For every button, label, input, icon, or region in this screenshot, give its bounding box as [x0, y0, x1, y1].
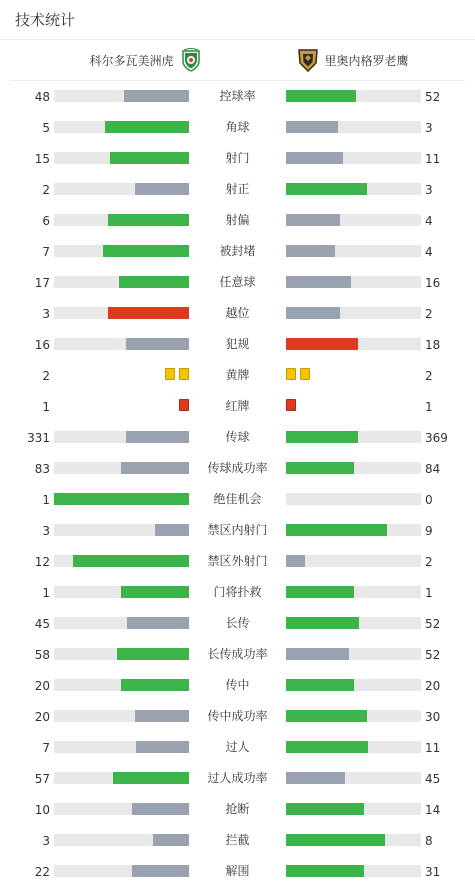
stat-row: [0, 484, 475, 515]
stat-row: [0, 546, 475, 577]
home-stat-bar-fill: [105, 121, 189, 133]
stat-row: [0, 794, 475, 825]
away-stat-value: 2: [425, 555, 433, 569]
home-stat-bar-fill: [108, 214, 189, 226]
home-stat-bar: [54, 462, 189, 474]
away-stat-bar: [286, 121, 421, 133]
away-stat-bar-fill: [286, 617, 359, 629]
home-stat-bar: [54, 493, 189, 505]
stat-row: [0, 453, 475, 484]
stat-row: [0, 701, 475, 732]
stat-label: 传中成功率: [207, 709, 268, 723]
away-stat-bar: [286, 710, 421, 722]
stat-label: 越位: [225, 306, 250, 320]
away-stat-bar-fill: [286, 121, 338, 133]
home-stat-bar: [54, 803, 189, 815]
away-stat-bar-fill: [286, 276, 351, 288]
home-stat-bar-fill: [124, 90, 189, 102]
home-cards: [179, 399, 189, 411]
home-stat-bar: [54, 431, 189, 443]
stat-label: 传中: [225, 678, 250, 692]
stat-label: 射正: [225, 182, 250, 196]
stat-row: [0, 267, 475, 298]
away-stat-value: 3: [425, 121, 433, 135]
home-stat-value: 7: [42, 245, 50, 259]
home-stat-value: 58: [34, 648, 50, 662]
away-stat-bar-fill: [286, 648, 349, 660]
away-stat-bar: [286, 307, 421, 319]
stat-row: [0, 577, 475, 608]
away-stat-value: 52: [425, 90, 441, 104]
stat-row: [0, 763, 475, 794]
away-stat-bar-fill: [286, 555, 305, 567]
home-stat-bar: [54, 276, 189, 288]
home-stat-bar: [54, 524, 189, 536]
stat-label: 控球率: [219, 89, 256, 103]
stat-row: [0, 732, 475, 763]
home-stat-bar: [54, 555, 189, 567]
away-team[interactable]: [296, 40, 409, 80]
away-cards: [286, 399, 296, 411]
yellow-card-icon: [300, 368, 310, 380]
home-stat-bar: [54, 90, 189, 102]
home-stat-value: 17: [34, 276, 50, 290]
away-stat-bar-fill: [286, 772, 345, 784]
away-stat-bar-fill: [286, 741, 368, 753]
stat-row: [0, 143, 475, 174]
home-stat-value: 57: [34, 772, 50, 786]
stat-row: [0, 360, 475, 391]
away-stat-bar: [286, 741, 421, 753]
away-stat-value: 369: [425, 431, 448, 445]
stat-label: 犯规: [225, 337, 250, 351]
away-stat-bar-fill: [286, 152, 343, 164]
home-stat-value: 48: [34, 90, 50, 104]
home-stat-bar: [54, 648, 189, 660]
home-stat-bar: [54, 586, 189, 598]
away-stat-bar-fill: [286, 90, 356, 102]
home-stat-bar: [54, 834, 189, 846]
home-stat-bar-fill: [121, 679, 189, 691]
home-stat-bar-fill: [126, 338, 189, 350]
away-stat-bar-fill: [286, 214, 340, 226]
stat-label: 黄牌: [225, 368, 250, 382]
stat-row: [0, 608, 475, 639]
stat-label: 绝佳机会: [213, 492, 262, 506]
away-stat-value: 52: [425, 648, 441, 662]
away-stat-value: 0: [425, 493, 433, 507]
away-team-name: 里奥内格罗老鹰: [324, 53, 409, 68]
away-stat-value: 1: [425, 400, 433, 414]
home-stat-value: 20: [34, 679, 50, 693]
home-stat-value: 10: [34, 803, 50, 817]
away-stat-bar: [286, 772, 421, 784]
away-stat-value: 14: [425, 803, 441, 817]
teams-row: [10, 40, 465, 81]
home-team-name: 科尔多瓦美洲虎: [89, 53, 174, 68]
stat-row: [0, 515, 475, 546]
home-stat-bar-fill: [135, 710, 189, 722]
stat-label: 任意球: [219, 275, 256, 289]
home-stat-bar-fill: [121, 462, 189, 474]
stat-label: 红牌: [225, 399, 250, 413]
home-stat-bar-fill: [73, 555, 189, 567]
away-stat-bar: [286, 555, 421, 567]
stat-row: [0, 639, 475, 670]
home-stat-bar: [54, 183, 189, 195]
stat-row: [0, 205, 475, 236]
home-stat-bar: [54, 772, 189, 784]
stat-row: [0, 856, 475, 887]
away-stat-bar: [286, 183, 421, 195]
home-stat-value: 331: [27, 431, 50, 445]
away-stat-bar: [286, 431, 421, 443]
home-stat-bar-fill: [54, 493, 189, 505]
home-stat-value: 3: [42, 834, 50, 848]
stat-label: 传球成功率: [207, 461, 268, 475]
away-stat-bar: [286, 245, 421, 257]
home-stat-bar-fill: [135, 183, 189, 195]
home-stat-value: 12: [34, 555, 50, 569]
home-stat-bar: [54, 679, 189, 691]
stat-label: 解围: [225, 864, 250, 878]
away-stat-value: 20: [425, 679, 441, 693]
home-stat-bar-fill: [113, 772, 189, 784]
away-stat-value: 2: [425, 369, 433, 383]
away-stat-bar-fill: [286, 338, 358, 350]
away-stat-value: 52: [425, 617, 441, 631]
stat-label: 门将扑救: [213, 585, 262, 599]
away-stat-value: 31: [425, 865, 441, 879]
away-stat-bar: [286, 493, 421, 505]
home-stat-bar-fill: [110, 152, 189, 164]
away-stat-bar-fill: [286, 307, 340, 319]
home-stat-bar-fill: [132, 803, 189, 815]
yellow-card-icon: [165, 368, 175, 380]
home-stat-value: 6: [42, 214, 50, 228]
away-stat-value: 1: [425, 586, 433, 600]
stat-row: [0, 112, 475, 143]
home-stat-value: 15: [34, 152, 50, 166]
away-stat-bar-fill: [286, 245, 335, 257]
home-stat-bar: [54, 617, 189, 629]
home-stat-value: 20: [34, 710, 50, 724]
away-stat-bar-fill: [286, 524, 387, 536]
away-stat-value: 3: [425, 183, 433, 197]
stat-label: 抢断: [225, 802, 250, 816]
away-stat-value: 11: [425, 152, 441, 166]
away-stat-bar: [286, 462, 421, 474]
away-stat-bar: [286, 803, 421, 815]
stat-row: [0, 422, 475, 453]
home-stat-value: 2: [42, 183, 50, 197]
away-stat-bar: [286, 617, 421, 629]
away-stat-bar: [286, 648, 421, 660]
home-stat-bar-fill: [155, 524, 189, 536]
away-stat-bar: [286, 865, 421, 877]
home-stat-value: 2: [42, 369, 50, 383]
home-stat-value: 22: [34, 865, 50, 879]
away-cards: [286, 368, 310, 380]
away-stat-bar: [286, 90, 421, 102]
home-stat-bar-fill: [121, 586, 189, 598]
header: [0, 0, 475, 40]
home-stat-value: 16: [34, 338, 50, 352]
stat-label: 禁区外射门: [207, 554, 268, 568]
away-stat-value: 9: [425, 524, 433, 538]
away-stat-bar: [286, 276, 421, 288]
away-stat-bar: [286, 152, 421, 164]
away-stat-bar-fill: [286, 183, 367, 195]
stat-label: 拦截: [225, 833, 250, 847]
stat-label: 被封堵: [219, 244, 256, 258]
home-stat-value: 3: [42, 524, 50, 538]
home-stat-value: 45: [34, 617, 50, 631]
home-stat-bar-fill: [136, 741, 189, 753]
home-stat-bar: [54, 710, 189, 722]
away-stat-value: 16: [425, 276, 441, 290]
home-stat-bar-fill: [119, 276, 189, 288]
stat-label: 角球: [225, 120, 250, 134]
stat-row: [0, 670, 475, 701]
stat-row: [0, 825, 475, 856]
away-stat-bar-fill: [286, 679, 354, 691]
home-stat-value: 3: [42, 307, 50, 321]
cordoba-jaguars-crest-icon: [179, 48, 203, 72]
away-stat-bar-fill: [286, 710, 367, 722]
away-stat-bar: [286, 834, 421, 846]
home-stat-value: 1: [42, 400, 50, 414]
stat-row: [0, 81, 475, 112]
stat-row: [0, 329, 475, 360]
home-stat-value: 1: [42, 586, 50, 600]
stat-label: 射门: [225, 151, 250, 165]
away-stat-bar-fill: [286, 462, 354, 474]
away-stat-bar-fill: [286, 834, 385, 846]
stat-label: 禁区内射门: [207, 523, 268, 537]
home-stat-bar-fill: [117, 648, 189, 660]
home-stat-bar: [54, 152, 189, 164]
away-stat-bar-fill: [286, 586, 354, 598]
home-stat-value: 83: [34, 462, 50, 476]
away-stat-bar-fill: [286, 865, 364, 877]
stat-row: [0, 298, 475, 329]
away-stat-value: 11: [425, 741, 441, 755]
stat-label: 过人成功率: [207, 771, 268, 785]
home-stat-value: 7: [42, 741, 50, 755]
home-stat-bar: [54, 245, 189, 257]
home-stat-bar-fill: [127, 617, 189, 629]
away-stat-bar: [286, 338, 421, 350]
away-stat-value: 84: [425, 462, 441, 476]
away-stat-bar-fill: [286, 431, 358, 443]
stat-row: [0, 391, 475, 422]
stat-label: 射偏: [225, 213, 250, 227]
home-stat-bar: [54, 865, 189, 877]
stat-row: [0, 174, 475, 205]
home-stat-bar: [54, 307, 189, 319]
stat-label: 过人: [225, 740, 250, 754]
home-stat-bar: [54, 121, 189, 133]
away-stat-value: 8: [425, 834, 433, 848]
home-stat-bar: [54, 214, 189, 226]
rionegro-aguilas-crest-icon: [296, 48, 320, 72]
home-cards: [165, 368, 189, 380]
away-stat-value: 30: [425, 710, 441, 724]
away-stat-bar: [286, 679, 421, 691]
home-stat-bar-fill: [153, 834, 189, 846]
home-stat-bar-fill: [103, 245, 189, 257]
away-stat-value: 45: [425, 772, 441, 786]
home-stat-bar: [54, 338, 189, 350]
red-card-icon: [286, 399, 296, 411]
away-stat-value: 4: [425, 245, 433, 259]
home-stat-value: 5: [42, 121, 50, 135]
away-stat-value: 2: [425, 307, 433, 321]
away-stat-bar-fill: [286, 803, 364, 815]
home-stat-bar-fill: [132, 865, 189, 877]
home-stat-value: 1: [42, 493, 50, 507]
yellow-card-icon: [179, 368, 189, 380]
away-stat-bar: [286, 586, 421, 598]
stat-label: 传球: [225, 430, 250, 444]
page-title: 技术统计: [15, 11, 76, 29]
home-team[interactable]: [89, 40, 202, 80]
home-stat-bar-fill: [108, 307, 189, 319]
away-stat-bar: [286, 214, 421, 226]
stat-label: 长传: [225, 616, 250, 630]
red-card-icon: [179, 399, 189, 411]
stat-label: 长传成功率: [207, 647, 268, 661]
away-stat-value: 18: [425, 338, 441, 352]
home-stat-bar: [54, 741, 189, 753]
stat-row: [0, 236, 475, 267]
away-stat-bar: [286, 524, 421, 536]
away-stat-value: 4: [425, 214, 433, 228]
yellow-card-icon: [286, 368, 296, 380]
home-stat-bar-fill: [126, 431, 189, 443]
